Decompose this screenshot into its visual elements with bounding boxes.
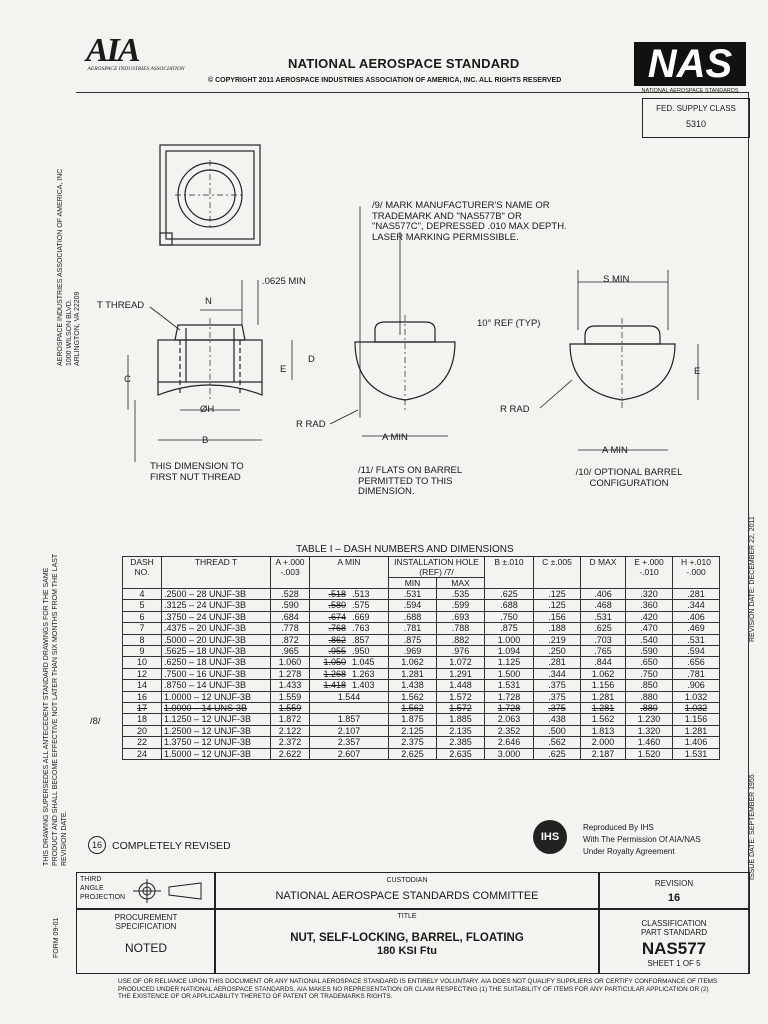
table-row (123, 748, 720, 759)
col-hole-max: MAX (436, 578, 484, 589)
cell-b: 2.352 (485, 725, 534, 736)
part-title: NUT, SELF-LOCKING, BARREL, FLOATING (290, 932, 524, 944)
cell-a2: 1.857 (310, 714, 389, 725)
cell-d: .703 (581, 634, 626, 645)
current-a-min: .669 (352, 611, 370, 622)
cell-e: 1.520 (626, 748, 673, 759)
mark-manufacturer-note: /9/ MARK MANUFACTURER'S NAME OR TRADEMARK AND "NAS577B" OR "NAS577C", DEPRESSED .010 MAX DEPTH. LASER MARKING PERMISSIBLE. (372, 200, 567, 243)
cell-dash: 20 (123, 725, 162, 736)
cell-a2 (310, 646, 389, 657)
cell-c: .344 (534, 668, 581, 679)
cell-c: .188 (534, 623, 581, 634)
cell-dash: 22 (123, 737, 162, 748)
cell-e: .650 (626, 657, 673, 668)
cell-b: .625 (485, 589, 534, 600)
cell-thread: 1.0000 – 12 UNJF-3B (162, 691, 271, 702)
col-hole-min: MIN (389, 578, 437, 589)
cell-mx: .788 (436, 623, 484, 634)
cell-e: 1.230 (626, 714, 673, 725)
cell-e: .750 (626, 668, 673, 679)
cell-a1: 1.559 (271, 691, 310, 702)
cell-mx: .693 (436, 611, 484, 622)
superseded-a-min: .518 (328, 589, 346, 599)
current-a-min: .950 (352, 646, 370, 657)
superseded-a-min: .955 (328, 646, 346, 657)
form-number: FORM 09-01 (53, 917, 60, 958)
cell-thread: 1.3750 – 12 UNJF-3B (162, 737, 271, 748)
current-a-min: 1.263 (352, 668, 375, 679)
custodian-label: CUSTODIAN (386, 877, 428, 884)
fed-supply-class-label: FED. SUPPLY CLASS (656, 104, 736, 113)
cell-a2: 1.544 (310, 691, 389, 702)
cell-e: .880 (626, 703, 673, 714)
col-a-tol: A +.000 -.003 (271, 557, 310, 589)
cell-thread: .6250 – 18 UNJF-3B (162, 657, 271, 668)
cell-thread: 1.1250 – 12 UNJF-3B (162, 714, 271, 725)
cell-mn: .969 (389, 646, 437, 657)
dim-b-label: B (202, 435, 209, 446)
cell-h: .281 (673, 589, 720, 600)
col-e: E +.000 -.010 (626, 557, 673, 589)
cell-b: 1.000 (485, 634, 534, 645)
cell-a2 (310, 703, 389, 714)
cell-d: .625 (581, 623, 626, 634)
current-a-min: .575 (352, 600, 370, 611)
aia-address-line3: ARLINGTON, VA 22209 (74, 291, 81, 366)
cell-e: .470 (626, 623, 673, 634)
part-subtitle: 180 KSI Ftu (377, 945, 437, 957)
cell-c: .625 (534, 748, 581, 759)
current-a-min: .513 (352, 589, 370, 599)
cell-a2: 2.357 (310, 737, 389, 748)
note-8-flag: /8/ (90, 716, 101, 727)
table-row (123, 611, 720, 622)
cell-a1: 2.122 (271, 725, 310, 736)
classification-cell (598, 908, 750, 974)
table-title: TABLE I – DASH NUMBERS AND DIMENSIONS (296, 544, 514, 555)
cell-a2 (310, 611, 389, 622)
classification-value: PART STANDARD (640, 928, 708, 937)
current-a-min: .763 (352, 623, 370, 634)
supersede-line1: THIS DRAWING SUPERSEDES ALL ANTECEDENT STANDARD DRAWINGS FOR THE SAME (43, 567, 50, 866)
cell-b: .750 (485, 611, 534, 622)
cell-b: 1.728 (485, 691, 534, 702)
current-a-min: 1.045 (352, 657, 375, 668)
col-h: H +.010 -.000 (673, 557, 720, 589)
cell-h: 1.531 (673, 748, 720, 759)
cell-a2: 2.607 (310, 748, 389, 759)
superseded-a-min: .674 (328, 611, 346, 622)
cell-d: .531 (581, 611, 626, 622)
optional-barrel-note: /10/ OPTIONAL BARREL CONFIGURATION (575, 467, 683, 489)
cell-dash: 10 (123, 657, 162, 668)
table-row (123, 623, 720, 634)
cell-a1: 1.872 (271, 714, 310, 725)
cell-d: 1.281 (581, 691, 626, 702)
table-row (123, 634, 720, 645)
table-row (123, 646, 720, 657)
supersede-line2: PRODUCT AND SHALL BECOME EFFECTIVE NOT LATER THAN SIX MONTHS FROM THE LAST (52, 553, 59, 866)
cell-mn: 2.625 (389, 748, 437, 759)
col-installation-hole: INSTALLATION HOLE (REF) /7/ (389, 557, 485, 578)
cell-d: 1.062 (581, 668, 626, 679)
procurement-spec-label: PROCUREMENT SPECIFICATION (114, 913, 178, 931)
cell-dash: 12 (123, 668, 162, 679)
ten-ref-label: 10° REF (TYP) (477, 318, 541, 329)
ihs-reproduction-note (583, 822, 701, 858)
cell-c: .125 (534, 589, 581, 600)
cell-dash: 5 (123, 600, 162, 611)
cell-b: 2.063 (485, 714, 534, 725)
r-rad-label: R RAD (296, 419, 326, 430)
cell-h: 1.281 (673, 725, 720, 736)
nas-logo: NAS (634, 42, 746, 86)
cell-a1: .590 (271, 600, 310, 611)
cell-a1: 2.622 (271, 748, 310, 759)
cell-h: .781 (673, 668, 720, 679)
cell-h: 1.032 (673, 703, 720, 714)
col-c: C ±.005 (534, 557, 581, 589)
cell-c: .500 (534, 725, 581, 736)
cell-mx: .976 (436, 646, 484, 657)
cell-h: 1.156 (673, 714, 720, 725)
cell-a1: 1.278 (271, 668, 310, 679)
cell-a1: .778 (271, 623, 310, 634)
cell-a2: 2.107 (310, 725, 389, 736)
table-row (123, 725, 720, 736)
nut-side-view (355, 232, 455, 436)
aia-address-line2: 1000 WILSON BLVD. (66, 299, 73, 366)
cell-thread: 1.2500 – 12 UNJF-3B (162, 725, 271, 736)
table-row (123, 600, 720, 611)
cell-a2 (310, 657, 389, 668)
cell-thread: 1.5000 – 12 UNJF-3B (162, 748, 271, 759)
cell-e: .360 (626, 600, 673, 611)
a-min-label: A MIN (382, 432, 408, 443)
cell-h: .531 (673, 634, 720, 645)
first-thread-note: THIS DIMENSION TO FIRST NUT THREAD (150, 461, 244, 483)
cell-thread: .3125 – 24 UNJF-3B (162, 600, 271, 611)
cell-a2 (310, 680, 389, 691)
cell-c: .281 (534, 657, 581, 668)
cell-a1: .684 (271, 611, 310, 622)
superseded-a-min: .580 (328, 600, 346, 611)
cell-d: 1.156 (581, 680, 626, 691)
cell-h: .594 (673, 646, 720, 657)
supersede-line3: REVISION DATE. (61, 810, 68, 866)
cell-b: 2.646 (485, 737, 534, 748)
cell-a2 (310, 668, 389, 679)
aia-logo-mark: AIA (86, 32, 139, 69)
revision-value: 16 (667, 892, 681, 904)
cell-b: 1.094 (485, 646, 534, 657)
superseded-a-min: 1.268 (323, 668, 346, 679)
issue-date: ISSUE DATE: SEPTEMBER 1955 (749, 774, 756, 880)
revision-circle: 16 (88, 836, 106, 854)
cell-thread: .7500 – 16 UNJF-3B (162, 668, 271, 679)
cell-c: .219 (534, 634, 581, 645)
sheet-number: SHEET 1 OF 5 (647, 959, 701, 968)
cell-e: .320 (626, 589, 673, 600)
cell-dash: 16 (123, 691, 162, 702)
cell-dash: 4 (123, 589, 162, 600)
ihs-line2: With The Permission Of AIA/NAS (583, 835, 701, 844)
cell-e: .590 (626, 646, 673, 657)
superseded-a-min: .862 (328, 634, 346, 645)
cell-thread: .5000 – 20 UNJF-3B (162, 634, 271, 645)
cell-a2 (310, 600, 389, 611)
cell-c: .250 (534, 646, 581, 657)
cell-mn: 1.562 (389, 703, 437, 714)
cell-h: .469 (673, 623, 720, 634)
cell-dash: 18 (123, 714, 162, 725)
cell-dash: 17 (123, 703, 162, 714)
cell-mx: 1.572 (436, 703, 484, 714)
cell-b: .875 (485, 623, 534, 634)
title-label: TITLE (397, 913, 417, 920)
current-a-min: 1.403 (352, 680, 375, 691)
cell-mn: .781 (389, 623, 437, 634)
dim-n-label: N (205, 296, 212, 307)
dim-e-label: E (280, 364, 287, 375)
cell-c: .375 (534, 703, 581, 714)
cell-d: 2.000 (581, 737, 626, 748)
cell-thread: .3750 – 24 UNJF-3B (162, 611, 271, 622)
procurement-spec-cell (76, 908, 216, 974)
cell-thread: 1.0000 – 14 UNS-3B (162, 703, 271, 714)
cell-mn: .688 (389, 611, 437, 622)
aia-logo-subtitle: AEROSPACE INDUSTRIES ASSOCIATION (87, 66, 185, 72)
cell-thread: .5625 – 18 UNJF-3B (162, 646, 271, 657)
third-angle-cell (76, 872, 216, 910)
dim-0625-min: .0625 MIN (262, 276, 306, 287)
cell-mn: .875 (389, 634, 437, 645)
col-dash: DASH NO. (123, 557, 162, 589)
superseded-a-min: 1.418 (323, 680, 346, 691)
dim-c-label: C (124, 374, 131, 385)
cell-d: 2.187 (581, 748, 626, 759)
cell-mx: 2.635 (436, 748, 484, 759)
cell-mx: 1.572 (436, 691, 484, 702)
revision-date: REVISION DATE: DECEMBER 22, 2011 (749, 516, 756, 642)
part-number: NAS577 (641, 939, 707, 958)
cell-thread: .4375 – 20 UNJF-3B (162, 623, 271, 634)
cell-dash: 14 (123, 680, 162, 691)
cell-b: 1.500 (485, 668, 534, 679)
cell-a2 (310, 634, 389, 645)
cell-h: .406 (673, 611, 720, 622)
cell-h: 1.032 (673, 691, 720, 702)
revision-cell (598, 872, 750, 910)
superseded-a-min: .768 (328, 623, 346, 634)
cell-a2 (310, 589, 389, 600)
cell-e: 1.320 (626, 725, 673, 736)
cell-mx: .599 (436, 600, 484, 611)
table-row (123, 668, 720, 679)
cell-h: .906 (673, 680, 720, 691)
projection-symbol-icon (129, 879, 209, 903)
cell-h: .344 (673, 600, 720, 611)
cell-mn: 1.062 (389, 657, 437, 668)
cell-d: 1.281 (581, 703, 626, 714)
cell-a1: .528 (271, 589, 310, 600)
cell-mn: 1.438 (389, 680, 437, 691)
cell-a1: 1.433 (271, 680, 310, 691)
cell-d: .765 (581, 646, 626, 657)
cell-thread: .2500 – 28 UNJF-3B (162, 589, 271, 600)
cell-b: .688 (485, 600, 534, 611)
cell-dash: 9 (123, 646, 162, 657)
cell-a1: 1.559 (271, 703, 310, 714)
col-thread: THREAD T (162, 557, 271, 589)
cell-mx: .882 (436, 634, 484, 645)
t-thread-label: T THREAD (97, 300, 145, 311)
r-rad2-label: R RAD (500, 404, 530, 415)
custodian-cell (214, 872, 600, 910)
disclaimer: USE OF OR RELIANCE UPON THIS DOCUMENT OR ANY NATIONAL AEROSPACE STANDARD IS ENTIRELY VOLUNTARY. AIA DOES NOT QUALIFY SUPPLIERS OR CERTIFY CONFORMANCE OF ITEMS PRODUCED UNDER NATIONAL AEROSPACE STANDARDS. AIA MAKES NO REPRESENTATION OR CLAIM RESPECTING (1) THE SUITABILITY OF ITEMS FOR ANY PARTICULAR APPLICATION OR (2) THE EXISTENCE OF OR APPLICABILITY THERETO OF PATENT OR TRADEMARKS RIGHTS. (118, 978, 718, 1000)
cell-c: .375 (534, 691, 581, 702)
cell-d: .406 (581, 589, 626, 600)
cell-dash: 6 (123, 611, 162, 622)
s-min-label: S MIN (603, 274, 630, 285)
col-a-min: A MIN (310, 557, 389, 589)
fed-supply-class-value: 5310 (685, 119, 707, 129)
cell-b: 3.000 (485, 748, 534, 759)
a-min2-label: A MIN (602, 445, 628, 456)
cell-d: 1.813 (581, 725, 626, 736)
col-b: B ±.010 (485, 557, 534, 589)
dash-numbers-table (122, 556, 720, 760)
dim-e2-label: E (694, 366, 701, 377)
revision-note-text: COMPLETELY REVISED (112, 840, 231, 852)
cell-mx: 1.448 (436, 680, 484, 691)
cell-dash: 24 (123, 748, 162, 759)
nas-logo-subtitle: NATIONAL AEROSPACE STANDARDS (641, 88, 739, 94)
cell-b: 1.531 (485, 680, 534, 691)
ihs-line3: Under Royalty Agreement (583, 847, 675, 856)
superseded-a-min: 1.050 (323, 657, 346, 668)
cell-mn: 2.375 (389, 737, 437, 748)
cell-d: 1.562 (581, 714, 626, 725)
custodian-value: NATIONAL AEROSPACE STANDARDS COMMITTEE (275, 890, 539, 902)
revision-label: REVISION (654, 879, 694, 888)
cell-mn: .531 (389, 589, 437, 600)
cell-d: .844 (581, 657, 626, 668)
cell-mx: 1.072 (436, 657, 484, 668)
cell-a1: 1.060 (271, 657, 310, 668)
table-row (123, 657, 720, 668)
ihs-logo: IHS (533, 820, 567, 854)
table-row (123, 589, 720, 600)
cell-e: .880 (626, 691, 673, 702)
flats-on-barrel-note: /11/ FLATS ON BARREL PERMITTED TO THIS DIMENSION. (358, 465, 462, 497)
aia-address-line1: AEROSPACE INDUSTRIES ASSOCIATION OF AMERICA, INC (57, 168, 64, 366)
cell-c: .156 (534, 611, 581, 622)
cell-mx: 2.385 (436, 737, 484, 748)
dim-d-label: D (308, 354, 315, 365)
cell-h: .656 (673, 657, 720, 668)
cell-a1: .965 (271, 646, 310, 657)
table-row (123, 680, 720, 691)
table-row (123, 691, 720, 702)
cell-mx: 2.135 (436, 725, 484, 736)
table-row (123, 714, 720, 725)
cell-dash: 8 (123, 634, 162, 645)
cell-a1: 2.372 (271, 737, 310, 748)
cell-a1: .872 (271, 634, 310, 645)
cell-mx: .535 (436, 589, 484, 600)
procurement-spec-value: NOTED (125, 941, 167, 955)
cell-b: 1.125 (485, 657, 534, 668)
title-cell (214, 908, 600, 974)
cell-mn: 1.875 (389, 714, 437, 725)
cell-thread: .8750 – 14 UNJF-3B (162, 680, 271, 691)
cell-mn: 1.562 (389, 691, 437, 702)
cell-a2 (310, 623, 389, 634)
cell-dash: 7 (123, 623, 162, 634)
cell-c: .375 (534, 680, 581, 691)
dim-oh-label: ØH (200, 404, 215, 415)
cell-mn: .594 (389, 600, 437, 611)
classification-label: CLASSIFICATION (641, 919, 707, 928)
cell-mx: 1.885 (436, 714, 484, 725)
copyright-notice: © COPYRIGHT 2011 AEROSPACE INDUSTRIES ASSOCIATION OF AMERICA, INC. ALL RIGHTS RESERVED (208, 77, 562, 84)
cell-e: .420 (626, 611, 673, 622)
cell-c: .562 (534, 737, 581, 748)
table-row (123, 703, 720, 714)
table-body (123, 589, 720, 760)
cell-d: .468 (581, 600, 626, 611)
third-angle-label: THIRD ANGLE PROJECTION (80, 876, 126, 901)
cell-h: 1.406 (673, 737, 720, 748)
cell-e: .540 (626, 634, 673, 645)
cell-b: 1.728 (485, 703, 534, 714)
cell-e: .850 (626, 680, 673, 691)
cell-mx: 1.291 (436, 668, 484, 679)
cell-mn: 1.281 (389, 668, 437, 679)
cell-e: 1.460 (626, 737, 673, 748)
col-d: D MAX (581, 557, 626, 589)
cell-c: .125 (534, 600, 581, 611)
nut-top-view (160, 145, 260, 245)
document-title: NATIONAL AEROSPACE STANDARD (288, 56, 520, 71)
cell-mn: 2.125 (389, 725, 437, 736)
nut-optional-barrel-view (570, 270, 701, 450)
cell-c: .438 (534, 714, 581, 725)
table-row (123, 737, 720, 748)
current-a-min: .857 (352, 634, 370, 645)
ihs-line1: Reproduced By IHS (583, 823, 654, 832)
